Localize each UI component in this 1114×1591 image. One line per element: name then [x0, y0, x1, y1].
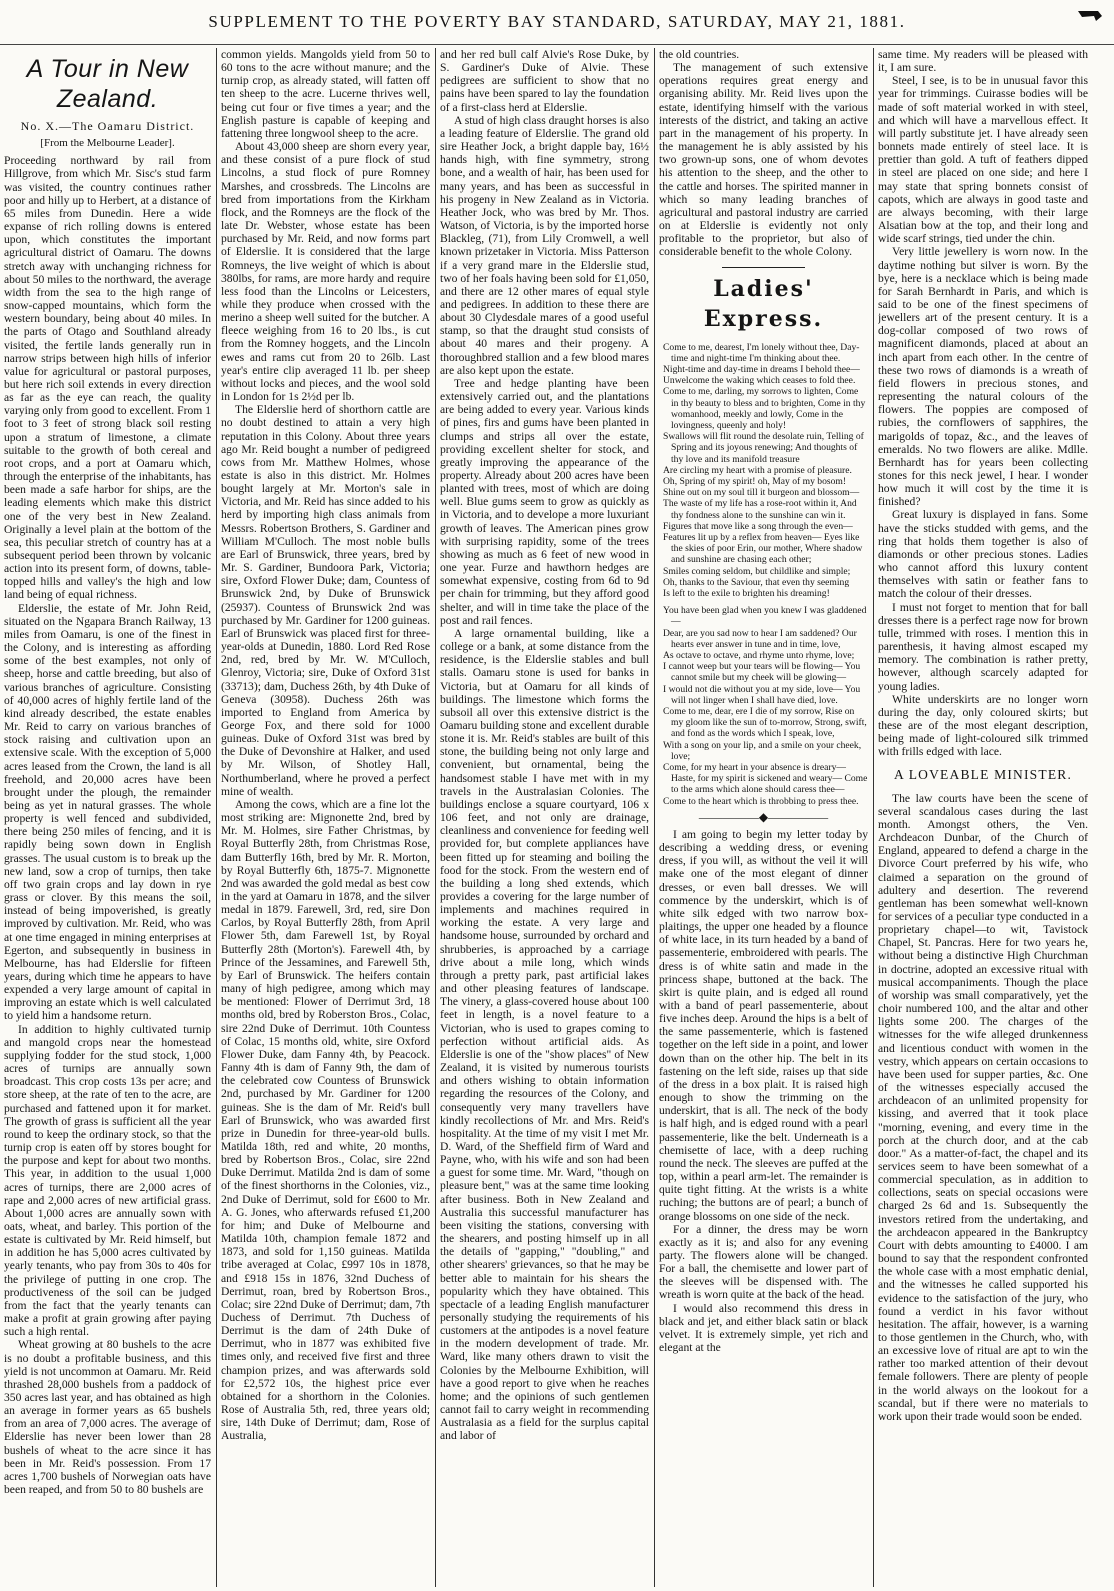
article-title: A LOVEABLE MINISTER. — [893, 767, 1073, 783]
poem-line: I cannot weep but your tears will be flowing— You cannot smile but my cheek will be glowing— — [663, 661, 861, 684]
paragraph: same time. My readers will be pleased with it, I am sure. — [878, 48, 1088, 75]
column-rule — [216, 48, 217, 1587]
paragraph: For a dinner, the dress may be worn exactly as it is; and also for any evening party. The flowers alone will be changed. For a ball, the chemisette and lower part of the sleeves will be dispensed with. The wreath is worn quite at the back of the head. — [659, 1222, 868, 1302]
poem-line: You have been glad when you knew I was gladdened— — [663, 605, 867, 628]
paragraph: A large ornamental building, like a college or a bank, at some distance from the residence, is the Elderslie stables and bull stalls. Oamaru stone is used for banks in Victoria, but at Oamaru for all kinds of buildings. The limestone which forms the subsoil all over this extensive district is the Oamaru building stone and excellent durable stone it is. Mr. Reid's stables are built of this stone, the building being not only large and convenient, but ornamental, being the handsomest stable I have met with in my travels in the Australasian Colonies. The buildings enclose a square courtyard, 106 x 106 feet, and not only are drainage, cleanliness and convenience for feeding well provided for, but complete appliances have been fitted up for steaming and boiling the food for the stock. From the western end of the building a long shed extends, which provides a covering for the large number of implements and machines required in working the estate. A very large and handsome house, surrounded by orchard and shrubberies, is approached by a carriage drive about a mile long, which winds through a pretty park, past artificial lakes and other pleasing features of landscape. The vinery, a glass-covered house about 100 feet in length, is a novel feature to a Victorian, who is used to grapes coming to perfection without artificial aids. As Elderslie is one of the "show places" of New Zealand, it is visited by numerous tourists and others wishing to obtain information regarding the resources of the Colony, and consequently very many travellers have kindly recollections of Mr. and Mrs. Reid's hospitality. At the time of my visit I met Mr. D. Ward, of the Sheffield firm of Ward and Payne, who, with his wife and son had been a guest for some time. Mr. Ward, "though on pleasure bent," was at the same time looking after business. Both in New Zealand and Australia this successful manufacturer has been visiting the stations, conversing with the shearers, and posting himself up in all the details of "gapping," "doubling," and other shearers' grievances, so that he may be better able to maintain for his shears the popularity which they have obtained. This spectacle of a leading English manufacturer personally studying the requirements of his customers at the antipodes is a novel feature in the modern development of trade. Mr. Ward, like many others drawn to visit the Colonies by the Melbourne Exhibition, will have a good report to give when he reaches home; and the opinions of such gentlemen cannot fail to carry weight in recommending Australasia as a field for the surplus capital and labor of — [440, 626, 649, 1443]
poem-line: Come to the heart which is throbbing to press thee. — [663, 795, 859, 807]
section-divider — [722, 267, 806, 268]
poem-line: As octave to octave, and rhyme unto rhyme, love; — [663, 649, 855, 661]
paragraph: Among the cows, which are a fine lot the most striking are: Mignonette 2nd, bred by Mr. M. Holmes, sire Father Christmas, by Royal Butterfly 28th, from Christmas Rose, dam Butterfly 16th, bred by Mr. R. Morton, by Royal Butterfly 6th, 1875-7. Mignonette 2nd was awarded the gold medal as best cow in the yard at Oamaru in 1878, and the silver medal in 1879. Farewell, 3rd, red, sire Don Carlos, by Royal Butterfly 28th, from April Flower 5th, dam Farewell 1st, by Royal Butterfly 28th (Morton's). Farewell 4th, by Prince of the Jessamines, and Farewell 5th, by Earl of Brunswick. The heifers contain many of high pedigree, among which may be mentioned: Flower of Derrimut 3rd, 18 months old, bred by Roberston Bros., Colac, sire 22nd Duke of Derrimut. 10th Countess of Colac, 15 months old, white, sire Oxford Flower Duke, dam Fanny 4th, by Peacock. Fanny 4th is dam of Fanny 9th, the dam of the celebrated cow Countess of Brunswick 2nd, purchased by Mr. Gardiner for 1200 guineas. She is the dam of Mr. Reid's bull Earl of Brunswick, who was awarded first prize in Dunedin for three-year-old bulls. Matilda 18th, red and white, 20 months, bred by Robertson Bros., Colac, sire 22nd Duke Derrimut. Matilda 2nd is dam of some of the finest shorthorns in the Colonies, viz., 2nd Duke of Derrimut, sold for £600 to Mr. A. G. Jones, who afterwards refused £1,200 for him; and Duke of Melbourne and Matilda 10th, champion female 1872 and 1873, and sold for 1,150 guineas. Matilda tribe averaged at Colac, £997 10s in 1878, and £918 15s in 1876, 32nd Duchess of Derrimut, roan, bred by Robertson Bros., Colac; sire 22nd Duke of Derrimut; dam, 7th Duchess of Derrimut. 7th Duchess of Derrimut is the dam of 24th Duke of Derrimut, who in 1877 was exhibited five times only, and received five first and three champion prizes, and was afterwards sold for £2,572 10s, the highest price ever obtained for a shorthorn in the Colonies. Rose of Australia 5th, red, three years old; sire, 14th Duke of Derrimut; dam, Rose of Australia, — [221, 797, 430, 1443]
paragraph: The Elderslie herd of shorthorn cattle are no doubt destined to attain a very high reputation in this Colony. About three years ago Mr. Reid bought a number of pedigreed cows from Mr. Matthew Holmes, whose estate is also in this district. Mr. Holmes bought largely at Mr. Morton's sale in Victoria, and Mr. Reid has since added to his herd by importing high class animals from Messrs. Robertson Brothers, S. Gardiner and William M'Culloch. The most noble bulls are Earl of Brunswick, three years, bred by Mr. S. Gardiner, Bundoora Park, Victoria; sire, Oxford Flower Duke; dam, Countess of Brunswick 2nd, by Duke of Brunswick (25937). Countess of Brunswick 2nd was purchased by Mr. Gardiner for 1200 guineas. Earl of Brunswick was placed first for three-year-olds at Dunedin, 1880. Lord Red Rose 2nd, red, bred by Mr. W. M'Culloch, Glenroy, Victoria; sire, Duke of Oxford 31st (33713); dam, Duchess 26th, by 4th Duke of Geneva (30958). Duchess 26th was imported to England from America by George Fox, and there sold for 1000 guineas. Duke of Oxford 31st was bred by the Duke of Devonshire at Halker, and used by Mr. Wilson, of Shotley Hall, Northumberland, where he proved a perfect mine of wealth. — [221, 403, 430, 798]
paragraph: In addition to highly cultivated turnip and mangold crops near the homestead supplying fodder for the stud stock, 1,000 acres of turnips are annually sown broadcast. This crop costs 13s per acre; and store sheep, at the rate of ten to the acre, are purchased and fattened upon it for market. The growth of grass is sufficient all the year round to keep the ordinary stock, so that the turnip crop is eaten off by stores bought for the purpose and kept for about two months. This year, in addition to the usual 1,000 acres of turnips, there are 2,000 acres of rape and 2,000 acres of new artificial grass. About 1,000 acres are annually sown with oats, wheat, and barley. This portion of the estate is cultivated by Mr. Reid himself, but in addition he has 5,000 acres cultivated by yearly tenants, who pay from 30s to 40s for the privilege of putting in one crop. The productiveness of the soil can be judged from the fact that the yearly tenants can make a profit at grain growing after paying such a high rental. — [4, 1022, 211, 1339]
paragraph: Steel, I see, is to be in unusual favor this year for trimmings. Cuirasse bodies will be made of soft material worked in with steel, and which will have a marvellous effect. It will partly substitute jet. I have already seen bonnets made entirely of steel lace. It is prettier than gold. A tuft of feathers dipped in steel are placed on one side; and here I may state that spring bonnets consist of capots, which are always in good taste and are always becoming, with their large Alsatian bow at the top, and their long and wide scarf strings, tied under the chin. — [878, 74, 1088, 246]
paragraph: and her red bull calf Alvie's Rose Duke, by S. Gardiner's Duke of Alvie. These pedigrees are sufficient to show that no pains have been spared to lay the foundation of a first-class herd at Elderslie. — [440, 48, 649, 114]
paragraph: White underskirts are no longer worn during the day, only coloured skirts; but these are of the most elegant description, being made of light-coloured silk trimmed with frills edged with lace. — [878, 692, 1088, 759]
newspaper-page — [4, 48, 1110, 1587]
arrow-mark-icon — [1076, 8, 1104, 24]
column-rule — [873, 48, 874, 1587]
poem-line: Figures that move like a song through the even— — [663, 520, 853, 532]
column-2 — [221, 48, 430, 1587]
poem-line: Come to me, dearest, I'm lonely without thee, Day-time and night-time I'm thinking about thee. — [663, 341, 860, 364]
paragraph: The management of such extensive operations requires great energy and organising ability. Mr. Reid lives upon the estate, identifying himself with the various interests of the district, and taking an active part in the management of his property. In the management he is ably assisted by his two grown-up sons, one of whom devotes his attention to the sheep, and the other to the cattle and horses. The spirited manner in which so many leading branches of agricultural and pastoral industry are carried on at Elderslie is evidently not only profitable to the proprietor, but also of considerable benefit to the whole Colony. — [659, 61, 868, 259]
article-subhead: No. X.—The Oamaru District. — [20, 119, 195, 133]
ornament-divider: —————◆————— — [698, 809, 829, 824]
paragraph: Elderslie, the estate of Mr. John Reid, situated on the Ngapara Branch Railway, 13 miles from Oamaru, is one of the finest in the Colony, and is interesting as affording some of the best examples, not only of sheep, horse and cattle breeding, but also of various branches of agriculture. Consisting of 40,000 acres of highly fertile land of the kind already described, the estate enables Mr. Reid to carry on various branches of stock raising and cultivation upon an extensive scale. With the exception of 5,000 acres leased from the Crown, the land is all freehold, and 20,000 acres have been brought under the plough, the remainder being as yet in natural grasses. The whole property is well fenced and subdivided, there being 250 miles of fencing, and it is rapidly being sown down in English grasses. The usual custom is to break up the new land, sow a crop of turnips, then take off two grain crops and lay down in rye grass or clover. By this means the soil, instead of being impoverished, is greatly improved by cultivation. Mr. Reid, who was at one time engaged in mining enterprises at Egerton, and subsequently in business in Melbourne, has had Elderslie for fifteen years, during which time he appears to have expended a very large amount of capital in improving an estate which is well calculated to yield him a handsome return. — [4, 601, 211, 1023]
poem-line: Oh, thanks to the Saviour, that even thy seeming — [663, 576, 850, 588]
paragraph: Proceeding northward by rail from Hillgrove, from which Mr. Sisc's stud farm was visited, the country continues rather poor and hilly up to Herbert, at a distance of 65 miles from Dunedin. Here a wide expanse of rich rolling downs is entered upon, which constitutes the important agricultural district of Oamaru. The downs stretch away with unchanging richness for about 50 miles to the northward, the average width from the sea to the high range of snow-capped mountains, which form the western boundary, being about 40 miles. In the parts of Otago and Southland already visited, the fertile lands generally run in narrow strips between high hills of inferior value for agricultural or pastoral purposes, but here rich soil extends in every direction as far as the eye can reach, the quality varying only from good to excellent. From 1 foot to 3 feet of strong black soil resting upon a stratum of limestone, a climate suitable to the growth of both cereal and root crops, and a port at Oamaru which, through the enterprise of the inhabitants, has been made a safe harbor for ships, are the leading elements which make this district one of the very best in New Zealand. Originally a level plain at the bottom of the sea, this peculiar stretch of country has at a subsequent period been thrown by volcanic action into its present form, of downs, table-topped hills and valley's the high and low land being of equal richness. — [4, 154, 211, 602]
paragraph: Tree and hedge planting have been extensively carried out, and the plantations are being added to every year. Various kinds of pines, firs and gums have been planted in clumps and strips all over the estate, providing excellent shelter for stock, and greatly improving the appearance of the property. Already about 200 acres have been planted with trees, most of which are doing well. Blue gums seem to grow as quickly as in Victoria, and to develope a more luxuriant growth of leaves. The American pines grow with surprising rapidity, some of the trees showing as much as 6 feet of new wood in one year. Furze and hawthorn hedges are somewhat expensive, costing from 6d to 9d per chain for trimming, but they afford good shelter, and will in time take the place of the post and rail fences. — [440, 376, 649, 627]
poem-line: With a song on your lip, and a smile on your cheek, love; — [663, 739, 862, 762]
poem-line: Night-time and day-time in dreams I behold thee— — [663, 363, 860, 375]
paragraph: A stud of high class draught horses is also a leading feature of Elderslie. The grand old sire Heather Jock, a bright dapple bay, 16½ hands high, with fine symmetry, strong bone, and a wealth of hair, has been used for many years, and has been as successful in his progeny in New Zealand as in Victoria. Heather Jock, who was bred by Mr. Thos. Watson, of Victoria, is by the imported horse Blackleg, (71), from Lily Cromwell, a well known prizetaker in Victoria. Miss Patterson if a very grand mare in the Elderslie stud, two of her foals having been sold for £1,050, and there are 12 other mares of equal style and pedigrees. In addition to these there are about 30 Clydesdale mares of a good useful stamp, so that the draught stud consists of about 40 mares and their progeny. A thoroughbred stallion and a few blood mares are also kept upon the estate. — [440, 113, 649, 377]
paragraph: I am going to begin my letter today by describing a wedding dress, or evening dress, if you will, as without the veil it will make one of the most elegant of dinner dresses, or even ball dresses. We will commence by the underskirt, which is of white silk edged with two narrow box-plaitings, the upper one headed by a flounce of white lace, in its turn headed by a band of passementerie, embroidered with pearls. The dress is of white satin and made in the princess shape, buttoned at the back. The skirt is quite plain, and is edged all round with a band of pearl passementerie, about five inches deep. Around the hips is a belt of the same passementerie, which is fastened together on the left side in a point, and lower down than on the other hip. The belt in its fastening on the left side, raises up that side of the dress in a box plait. It is raised high enough to show the trimming on the underskirt, that is all. The neck of the body is half high, and is edged round with a pearl passementerie, like the belt. Underneath is a chemisette of lace, with a deep ruching round the neck. The sleeves are puffed at the top, within a pearl arm-let. The remainder is quite tight fitting. At the wrists is a white ruching; the buttons are of pearl; a bunch of orange blossoms on one side of the neck. — [659, 827, 868, 1223]
article-source: [From the Melbourne Leader]. — [40, 137, 175, 150]
poem — [659, 342, 868, 807]
masthead — [0, 0, 1114, 45]
column-4 — [659, 48, 868, 1587]
column-rule — [435, 48, 436, 1587]
paragraph: Very little jewellery is worn now. In the daytime nothing but silver is worn. By the bye, here is a necklace which is being made for Sarah Bernhardt in Paris, and which is said to be one of the finest specimens of jewellers art of the present century. It is a dog-collar composed of two rows of magnificent diamonds, placed at about an inch apart from each other. In the centre of these two rows of diamonds is a wreath of field flowers in precious stones, and representing the natural colours of the flowers. The poppies are composed of rubies, the cornflowers of sapphires, the marigolds of topaz, &c., and the leaves of emeralds. No two flowers are alike. Mdlle. Bernhardt has for years been collecting stones for this neck jewel, I hear. I wonder how much it will cost by the time it is finished? — [878, 245, 1088, 509]
paragraph: common yields. Mangolds yield from 50 to 60 tons to the acre without manure; and the turnip crop, as already stated, will fatten off ten sheep to the acre. Lucerne thrives well, being cut four or five times a year; and the English pasture is capable of keeping and fattening three longwool sheep to the acre. — [221, 48, 430, 140]
article-headline: A Tour in New Zealand. — [26, 55, 189, 113]
paragraph: About 43,000 sheep are shorn every year, and these consist of a pure flock of stud Lincolns, a stud flock of pure Romney Marshes, and crossbreds. The Lincolns are bred from importations from the Kirkham flock, and the Romneys are the flock of the late Dr. Webster, whose estate has been purchased by Mr. Reid, and now forms part of Elderslie. It is considered that the large Romneys, the live weight of which is about 380lbs, for rams, are more hardy and require less food than the Lincolns or Leicesters, while they produce when crossed with the merino a sheep well suited for the butcher. A fleece weighing from 16 to 20 lbs., is cut from the Romney hoggets, and the Lincoln ewes and rams cut from 20 to 26lb. Last year's entire clip averaged 11 lb. per sheep without locks and pieces, and the wool sold in London for 1s 2½d per lb. — [221, 140, 430, 404]
paragraph: I must not forget to mention that for ball dresses there is a perfect rage now for brown tulle, trimmed with roses. I mention this in parenthesis, it having almost escaped my memory. The combination is rather pretty, however, although scarcely adapted for young ladies. — [878, 600, 1088, 693]
paragraph: The law courts have been the scene of several scandalous cases during the last month. Amongst others, the Ven. Archdeacon Dunbar, of the Church of England, appeared to defend a charge in the Divorce Court preferred by his wife, who claimed a separation on the ground of adultery and desertion. The reverend gentleman has been somewhat well-known for services of a peculiar type conducted in a proprietary chapel—to wit, Tavistock Chapel, St. Pancras. Here for two years he, without being a distinctive High Churchman in doctrine, adopted an excessive ritual with musical accompaniments. Though the place of worship was small comparatively, yet the choir numbered 100, and the altar and other lights some 200. The charges of the witnesses for the wife alleged drunkenness and licentious conduct with women in the vestry, which appears on certain occasions to have been used for supper parties, &c. One of the witnesses especially accused the archdeacon of an unlimited propensity for kissing, and averred that it took place "morning, evening, and every time in the porch at the church door, and at the cab door." As a matter-of-fact, the chapel and its services seem to have been somewhat of a commercial speculation, as in addition to collections, seats on special occasions were charged 2s 6d and 1s. Subsequently the investors retired from the undertaking, and the archdeacon appeared in the Bankruptcy Court with debts amounting to £4000. I am bound to say that the respondent confronted the whole case with a most emphatic denial, and the witnesses he called supported his evidence to the satisfaction of the jury, who found a verdict in his favor without hesitation. The affair, however, is a warning to those gentlemen in the Church, who, with an excessive love of ritual are apt to win the rather too marked attention of their devout female followers. There are plenty of people in the world always on the lookout for a scandal, but if there were no materials to work upon their trade would soon be ended. — [878, 791, 1088, 1423]
paragraph: Wheat growing at 80 bushels to the acre is no doubt a profitable business, and this yield is not uncommon at Oamaru. Mr. Reid thrashed 28,000 bushels from a paddock of 350 acres last year, and has obtained as high an average in former years as 65 bushels from an area of 7,000 acres. The average of Elderslie has never been lower than 28 bushels of wheat to the acre since it has been in Mr. Reid's possession. From 17 acres 1,700 bushels of Norwegian oats have been reaped, and from 50 to 80 bushels are — [4, 1338, 211, 1497]
poem-line: Shine out on my soul till it burgeon and blossom— — [663, 487, 860, 499]
poem-line: I would not die without you at my side, love— You will not linger when I shall have died, love. — [663, 683, 861, 706]
column-rule — [654, 48, 655, 1587]
column-5 — [878, 48, 1088, 1587]
poem-line: Swallows will flit round the desolate ruin, Telling of Spring and its joyous renewing; And thoughts of thy love and its manifold treasure — [663, 431, 864, 465]
poem-line: Come, for my heart in your absence is dreary— Haste, for my spirit is sickened and weary— Come to the arms which alone should caress thee— — [663, 762, 868, 796]
masthead-title: SUPPLEMENT TO THE POVERTY BAY STANDARD, SATURDAY, MAY 21, 1881. — [208, 12, 906, 31]
paragraph: I would also recommend this dress in black and jet, and either black satin or black velvet. It is extremely simple, yet rich and elegant at the — [659, 1301, 868, 1355]
poem-line: Come to me, dear, ere I die of my sorrow, Rise on my gloom like the sun of to-morrow, Strong, swift, and fond as the words which I speak, love, — [663, 706, 867, 740]
section-title: Ladies' Express. — [703, 275, 824, 332]
paragraph: Great luxury is displayed in fans. Some have the sticks studded with gems, and the ring that holds them together is also of diamonds or other precious stones. Ladies who cannot afford this luxury content themselves with satin or feather fans to match the colour of their dresses. — [878, 508, 1088, 601]
poem-line: The waste of my life has a rose-root within it, And thy fondness alone to the sunshine can win it. — [663, 498, 857, 521]
column-3 — [440, 48, 649, 1587]
poem-line: Dear, are you sad now to hear I am saddened? Our hearts ever answer in tune and in time, love, — [663, 627, 857, 650]
poem-line: Oh, Spring of my spirit! oh, May of my bosom! — [663, 475, 847, 487]
poem-line: Unwelcome the waking which ceases to fold thee. — [663, 375, 856, 387]
poem-line: Come to me, darling, my sorrows to lighten, Come in thy beauty to bless and to brighten, Come in thy womanhood, meekly and lowly, Come in the lovingness, queenly and holy! — [663, 386, 866, 431]
poem-line: Are circling my heart with a promise of pleasure. — [663, 464, 852, 476]
poem-line: Is left to the exile to brighten his dreaming! — [663, 587, 830, 599]
column-1 — [4, 48, 211, 1587]
paragraph: the old countries. — [659, 48, 740, 61]
poem-line: Features lit up by a reflex from heaven— Eyes like the skies of poor Erin, our mother, Where shadow and sunshine are chasing each other; — [663, 531, 863, 566]
poem-line: Smiles coming seldom, but childlike and simple; — [663, 565, 851, 577]
